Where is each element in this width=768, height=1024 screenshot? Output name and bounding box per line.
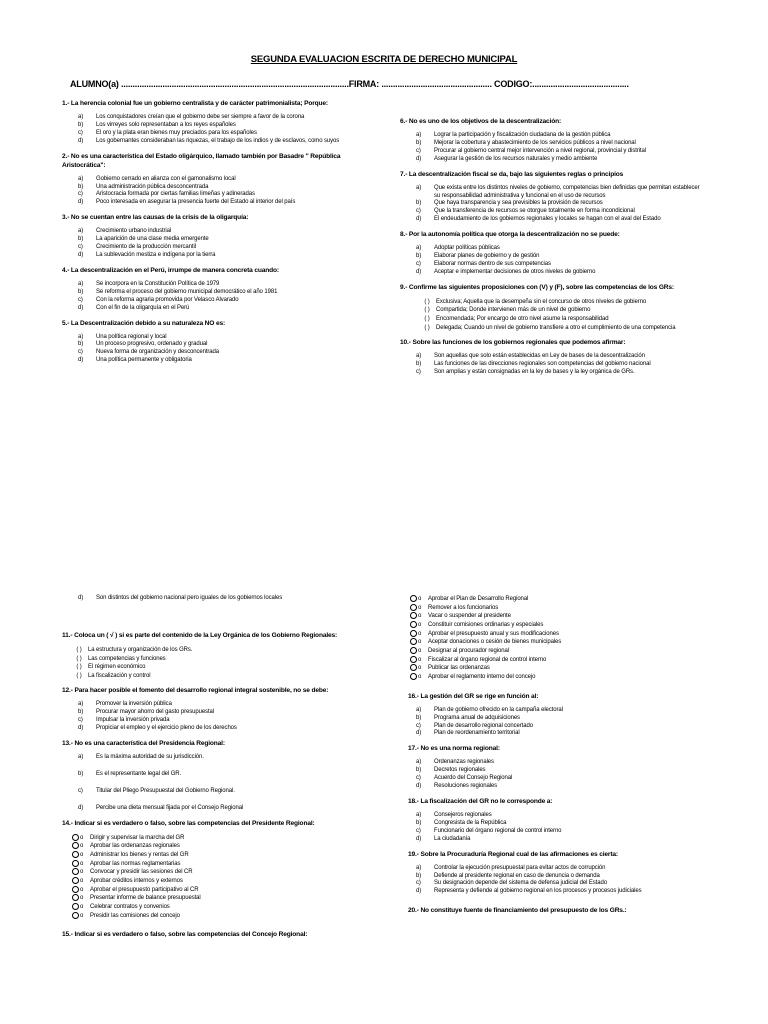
option[interactable]: ( ) Compartida; Donde intervienen más de un nivel de gobierno xyxy=(424,307,591,314)
option[interactable]: b) Los virreyes solo representaban a los reyes españoles xyxy=(78,121,236,128)
question-19: 19.- Sobre la Procuraduría Regional cual de las afirmaciones es cierta: xyxy=(408,850,618,858)
question-17-options xyxy=(408,759,708,791)
true-false-option[interactable]: o Presentar informe de balance presupuestal xyxy=(72,894,417,903)
question-9: 9.- Confirme las siguientes proposiciones con (V) y (F), sobre las competencias de los GRs: xyxy=(400,283,674,291)
true-false-option[interactable]: o Aprobar las normas reglamentarias xyxy=(72,860,417,869)
option[interactable]: d) Aceptar e implementar decisiones de otros niveles de gobierno xyxy=(416,268,596,275)
circle-icon: o xyxy=(72,842,90,851)
question-2-options xyxy=(62,176,417,208)
circle-icon: o xyxy=(72,903,90,912)
circle-icon: o xyxy=(410,638,428,647)
option[interactable]: a) Controlar la ejecución presupuestal para evitar actos de corrupción xyxy=(416,864,606,871)
option[interactable]: d) Plan de reordenamiento territorial xyxy=(416,730,520,737)
question-10-options xyxy=(400,353,700,377)
option[interactable]: c) Procurar al gobierno central mejor intervención a nivel regional, provincial y distrital xyxy=(416,147,646,154)
option[interactable]: c) Con la reforma agraria promovida por Velasco Alvarado xyxy=(78,296,239,303)
true-false-option[interactable]: o Vacar o suspender al presidente xyxy=(410,612,708,621)
option[interactable]: c) Son amplias y están consignadas en la ley de bases y la ley orgánica de GRs. xyxy=(416,368,635,375)
question-19-options xyxy=(408,865,708,897)
circle-icon: o xyxy=(72,851,90,860)
option[interactable]: c) Acuerdo del Consejo Regional xyxy=(416,775,513,782)
question-4: 4.- La descentralización en el Perú, irrumpe de manera concreta cuando: xyxy=(62,266,279,274)
option[interactable]: b) Programa anual de adquisiciones xyxy=(416,714,520,721)
question-6: 6.- No es uno de los objetivos de la descentralización: xyxy=(400,118,562,125)
option[interactable]: d) Una política permanente y obligatoria xyxy=(78,357,192,364)
left-column-top xyxy=(62,99,417,365)
true-false-option[interactable]: o Celebrar contratos y convenios xyxy=(72,903,417,912)
true-false-option[interactable]: o Presidir las comisiones del concejo xyxy=(72,912,417,921)
option[interactable]: b) Decretos regionales xyxy=(416,767,486,774)
option[interactable]: c) Elaborar normas dentro de sus competencias xyxy=(416,260,551,267)
option[interactable]: a) Es la máxima autoridad de su jurisdicción. xyxy=(78,753,204,760)
question-9-options xyxy=(400,298,700,332)
option[interactable]: ( ) Delegada; Cuando un nivel de gobierno transfiere a otro el cumplimiento de una competencia xyxy=(424,324,676,331)
option[interactable]: ( ) Exclusiva; Aquella que la desempeña sin el concurso de otros niveles de gobierno xyxy=(424,298,647,305)
option[interactable]: b) Es el representante legal del GR. xyxy=(78,770,182,777)
option[interactable]: b) Congresista de la República xyxy=(416,819,507,826)
circle-icon: o xyxy=(410,604,428,613)
true-false-option[interactable]: o Aprobar el Plan de Desarrollo Regional xyxy=(410,595,708,604)
option[interactable]: d) Son distintos del gobierno nacional pero iguales de los gobiernos locales xyxy=(78,595,283,601)
option[interactable]: b) La aparición de una clase media emergente xyxy=(78,236,209,243)
true-false-option[interactable]: o Aprobar créditos internos y externos xyxy=(72,877,417,886)
question-10: 10.- Sobre las funciones de los gobiernos regionales que podemos afirmar: xyxy=(400,339,626,347)
option[interactable]: a) Consejeros regionales xyxy=(416,811,492,818)
circle-icon: o xyxy=(72,860,90,869)
option[interactable]: c) Titular del Pliego Presupuestal del Gobierno Regional. xyxy=(78,787,235,794)
true-false-option[interactable]: o Aprobar el presupuesto participativo al CR xyxy=(72,886,417,895)
true-false-option[interactable]: o Publicar las ordenanzas xyxy=(410,664,708,673)
question-14-options xyxy=(62,834,417,921)
option[interactable]: b) Las funciones de las direcciones regionales son competencias del gobierno nacional xyxy=(416,361,651,368)
true-false-option[interactable]: o Aceptar donaciones o cesión de bienes municipales xyxy=(410,638,708,647)
circle-icon: o xyxy=(72,868,90,877)
option[interactable]: ( ) Encomendada; Por encargo de otro nivel asume la responsabilidad xyxy=(424,315,609,322)
true-false-option[interactable]: o Fiscalizar al órgano regional de control interno xyxy=(410,656,708,665)
question-6-options xyxy=(400,132,700,164)
question-18: 18.- La fiscalización del GR no le corresponde a: xyxy=(408,797,553,805)
question-8: 8.- Por la autonomía política que otorga la descentralización no se puede: xyxy=(400,231,620,239)
true-false-option[interactable]: o Remover a los funcionarios xyxy=(410,604,708,613)
right-column-top xyxy=(400,117,700,377)
question-18-options xyxy=(408,812,708,844)
circle-icon: o xyxy=(410,664,428,673)
circle-icon: o xyxy=(410,621,428,630)
option[interactable]: b) Una administración pública desconcentrada xyxy=(78,183,209,190)
question-16: 16.- La gestión del GR se rige en función al: xyxy=(408,692,539,700)
question-13-options xyxy=(62,754,417,813)
question-13: 13.- No es una característica del Presidencia Regional: xyxy=(62,739,225,747)
circle-icon: o xyxy=(72,912,90,921)
option[interactable]: c) Aristocracia formada por ciertas familias limeñas y adineradas xyxy=(78,191,255,198)
option[interactable]: a) Son aquellas que solo están establecidas en Ley de bases de la descentralización xyxy=(416,353,645,360)
option[interactable]: a) Adoptar políticas públicas xyxy=(416,245,500,252)
question-5-options xyxy=(62,334,417,366)
option[interactable]: c) Nueva forma de organización y desconcentrada xyxy=(78,349,220,356)
question-1: 1.- La herencia colonial fue un gobierno centralista y de carácter patrimonialista; Porque: xyxy=(62,100,328,107)
circle-icon: o xyxy=(410,630,428,639)
true-false-option[interactable]: o Aprobar el presupuesto anual y sus modificaciones xyxy=(410,630,708,639)
true-false-option[interactable]: o Administrar los bienes y rentas del GR xyxy=(72,851,417,860)
option[interactable]: c) Plan de desarrollo regional concertado xyxy=(416,722,533,729)
option[interactable]: d) Propiciar el empleo y el ejercicio pleno de los derechos xyxy=(78,725,237,731)
true-false-option[interactable]: o Aprobar el reglamento interno del concejo xyxy=(410,673,708,682)
option[interactable]: a) Plan de gobierno ofrecido en la campaña electoral xyxy=(416,706,563,713)
student-info-line: ALUMNO(a) ...................................................................................................FIRMA: ................................................ CODIGO:.......................................... xyxy=(70,79,629,89)
question-7-options xyxy=(400,185,700,225)
option[interactable]: d) Representa y defiende al gobierno regional en los procesos y procesos judiciales xyxy=(416,888,642,895)
option[interactable]: b) Que haya transparencia y sea previsibles la provisión de recursos xyxy=(416,200,603,207)
circle-icon: o xyxy=(410,656,428,665)
option[interactable]: a) Una política regional y local xyxy=(78,333,167,340)
option[interactable]: b) Procurar mayor ahorro del gasto presupuestal xyxy=(78,709,214,716)
option[interactable]: a) Crecimiento urbano industrial xyxy=(78,228,172,235)
question-12-options xyxy=(62,701,417,733)
question-5: 5.- La Descentralización debido a su naturaleza NO es: xyxy=(62,319,226,327)
option[interactable]: ( ) La estructura y organización de los GRs. xyxy=(76,646,193,653)
question-14: 14.- Indicar si es verdadero o falso, sobre las competencias del Presidente Regional: xyxy=(62,819,315,827)
circle-icon: o xyxy=(410,647,428,656)
question-1-options xyxy=(62,114,417,146)
true-false-option[interactable]: o Designar al procurador regional xyxy=(410,647,708,656)
question-17: 17.- No es una norma regional: xyxy=(408,745,500,753)
option[interactable]: c) Impulsar la inversión privada xyxy=(78,717,170,724)
option[interactable]: d) Resoluciones regionales xyxy=(416,783,498,790)
option[interactable]: c) El oro y la plata eran bienes muy preciados para los españoles xyxy=(78,129,257,136)
circle-icon: o xyxy=(410,673,428,682)
option[interactable]: c) Que la transferencia de recursos se otorgue totalmente en forma incondicional xyxy=(416,208,635,215)
option[interactable]: a) Gobierno cerrado en alianza con el gamonalismo local xyxy=(78,175,236,182)
option[interactable]: a) Lograr la participación y fiscalización ciudadana de la gestión pública xyxy=(416,132,611,138)
question-3: 3.- No se cuentan entre las causas de la crisis de la oligarquía: xyxy=(62,214,249,222)
option[interactable]: b) Se reforma el proceso del gobierno municipal democrático el año 1981 xyxy=(78,288,278,295)
option[interactable]: a) Los conquistadores creían que el gobierno debe ser siempre a favor de la corona xyxy=(78,114,305,120)
option[interactable]: a) Se incorpora en la Constitución Política de 1979 xyxy=(78,280,220,287)
true-false-option[interactable]: o Convocar y presidir las sesiones del CR xyxy=(72,868,417,877)
option[interactable]: d) Los gobernantes consideraban las riquezas, el trabajo de los indios y de esclavos, como suyos xyxy=(78,137,340,144)
option[interactable]: d) La sublevación mestiza e indígena por la tierra xyxy=(78,251,216,258)
question-16-options xyxy=(408,707,708,739)
option[interactable]: a) Que exista entre los distintos niveles de gobierno, competencias bien definidas que permitan establecer su responsabilidad administrativa y funcional en el uso de recursos xyxy=(416,184,700,199)
option[interactable]: b) Defiende al presidente regional en caso de denuncia o demanda xyxy=(416,872,600,879)
question-15: 15.- Indicar si es verdadero o falso, sobre las competencias del Concejo Regional: xyxy=(62,931,308,939)
true-false-option[interactable]: o Constituir comisiones ordinarias y especiales xyxy=(410,621,708,630)
circle-icon: o xyxy=(72,886,90,895)
circle-icon: o xyxy=(72,834,90,843)
option[interactable]: b) Mejorar la cobertura y abastecimiento de los servicios públicos a nivel nacional xyxy=(416,139,636,146)
true-false-option[interactable]: o Aprobar las ordenanzas regionales xyxy=(72,842,417,851)
option[interactable]: c) Funcionario del órgano regional de control interno xyxy=(416,827,562,834)
question-12: 12.- Para hacer posible el fomento del desarrollo regional integral sostenible, no se debe: xyxy=(62,687,329,695)
option[interactable]: d) Asegurar la gestión de los recursos naturales y medio ambiente xyxy=(416,155,598,162)
true-false-option[interactable]: o Dirigir y supervisar la marcha del GR xyxy=(72,834,417,843)
circle-icon: o xyxy=(72,877,90,886)
option[interactable]: b) Elaborar planes de gobierno y de gestión xyxy=(416,253,540,260)
question-11-options xyxy=(62,646,417,680)
option[interactable]: d) El endeudamiento de los gobiernos regionales y locales se hagan con el aval del Estado xyxy=(416,216,661,223)
right-column-bottom xyxy=(408,595,708,915)
option[interactable]: c) Su designación depende del sistema de defensa judicial del Estado xyxy=(416,880,607,887)
question-7: 7.- La descentralización fiscal se da, bajo las siguientes reglas o principios xyxy=(400,170,624,178)
option[interactable]: ( ) La fiscalización y control xyxy=(76,672,151,679)
question-3-options xyxy=(62,228,417,260)
option[interactable]: ( ) El régimen económico xyxy=(76,664,146,671)
option[interactable]: c) Crecimiento de la producción mercantil xyxy=(78,244,196,251)
option[interactable]: d) La ciudadanía xyxy=(416,835,471,842)
option[interactable]: ( ) Las competencias y funciones xyxy=(76,655,166,662)
option[interactable]: a) Promover la inversión pública xyxy=(78,701,172,708)
option[interactable]: b) Un proceso progresivo, ordenado y gradual xyxy=(78,341,208,348)
option[interactable]: d) Percibe una dieta mensual fijada por el Consejo Regional xyxy=(78,804,244,811)
left-column-bottom xyxy=(62,595,417,939)
question-2: 2.- No es una característica del Estado oligárquico, llamado también por Basadre " República Aristocrática": xyxy=(62,152,341,169)
circle-icon: o xyxy=(72,894,90,903)
circle-icon: o xyxy=(410,595,428,604)
question-15-options xyxy=(408,595,708,682)
circle-icon: o xyxy=(410,612,428,621)
question-11: 11.- Coloca un ( √ ) si es parte del contenido de la Ley Orgánica de los Gobierno Regionales: xyxy=(62,631,338,639)
option[interactable]: d) Con el fin de la oligarquía en el Perú xyxy=(78,304,190,311)
question-20: 20.- No constituye fuente de financiamiento del presupuesto de los GRs.: xyxy=(408,907,627,915)
option[interactable]: d) Poco interesada en asegurar la presencia fuerte del Estado al interior del país xyxy=(78,199,296,206)
question-8-options xyxy=(400,245,700,277)
exam-title: SEGUNDA EVALUACION ESCRITA DE DERECHO MUNICIPAL xyxy=(250,54,518,65)
question-4-options xyxy=(62,281,417,313)
option[interactable]: a) Ordenanzas regionales xyxy=(416,759,494,766)
